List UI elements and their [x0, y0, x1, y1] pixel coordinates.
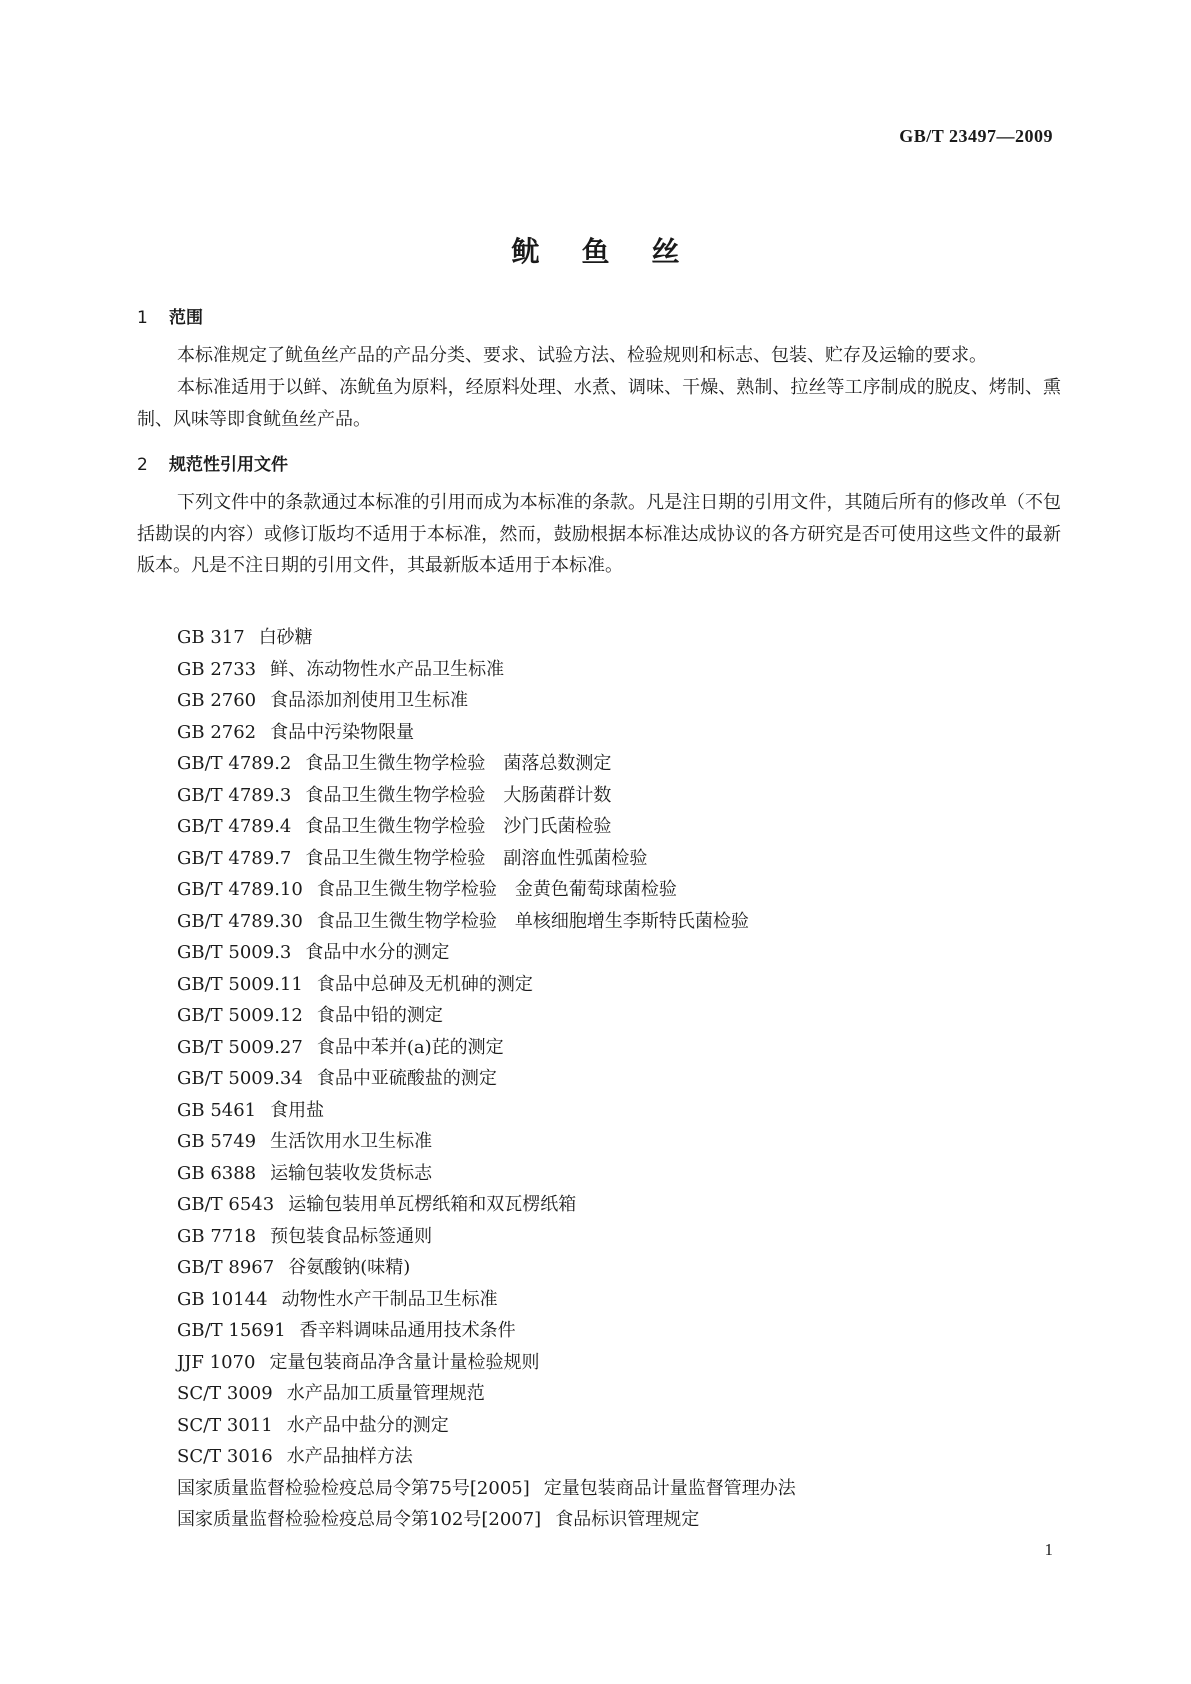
- reference-code: SC/T 3009: [177, 1383, 273, 1404]
- section-2-heading: [137, 450, 288, 475]
- reference-item: [177, 1347, 796, 1379]
- document-title: 鱿鱼丝: [511, 235, 722, 268]
- reference-item: [177, 1284, 796, 1316]
- reference-title: 谷氨酸钠(味精): [288, 1257, 411, 1278]
- reference-title: 水产品抽样方法: [286, 1446, 413, 1467]
- reference-code: GB/T 4789.2: [177, 753, 292, 774]
- section-1-paragraph-2: 本标准适用于以鲜、冻鱿鱼为原料，经原料处理、水煮、调味、干燥、熟制、拉丝等工序制成的脱皮、烤制、熏制、风味等即食鱿鱼丝产品。: [137, 377, 1061, 430]
- reference-item: [177, 1095, 796, 1127]
- reference-title: 动物性水产干制品卫生标准: [281, 1288, 498, 1310]
- reference-code: GB 2760: [177, 690, 257, 711]
- reference-code: GB 2733: [177, 658, 257, 680]
- reference-title: 生活饮用水卫生标准: [270, 1131, 433, 1152]
- reference-item: [177, 748, 796, 780]
- reference-title: 水产品加工质量管理规范: [286, 1383, 485, 1404]
- reference-item: [177, 1315, 796, 1347]
- section-2-paragraph-1: 下列文件中的条款通过本标准的引用而成为本标准的条款。凡是注日期的引用文件，其随后所有的修改单（不包括勘误的内容）或修订版均不适用于本标准，然而，鼓励根据本标准达成协议的各方研究是否可使用这些文件的最新版本。凡是不注日期的引用文件，其最新版本适用于本标准。: [137, 492, 1061, 576]
- reference-item: [177, 937, 796, 969]
- reference-item: [177, 654, 796, 686]
- reference-title: 预包装食品标签通则: [270, 1225, 433, 1247]
- reference-code: GB/T 5009.3: [177, 942, 292, 963]
- reference-code: GB/T 5009.34: [177, 1068, 303, 1089]
- reference-item: [177, 1473, 796, 1505]
- reference-title: 食品卫生微生物学检验 单核细胞增生李斯特氏菌检验: [316, 910, 749, 932]
- reference-item: [177, 780, 796, 812]
- reference-title: 食品中苯并(a)芘的测定: [316, 1036, 504, 1058]
- reference-code: GB/T 4789.30: [177, 910, 303, 932]
- reference-title: 运输包装收发货标志: [270, 1162, 433, 1184]
- reference-code: GB 6388: [177, 1162, 257, 1184]
- reference-code: JJF 1070: [177, 1351, 256, 1373]
- reference-title: 食品卫生微生物学检验 菌落总数测定: [305, 753, 612, 774]
- reference-item: [177, 1441, 796, 1473]
- reference-item: [177, 1410, 796, 1442]
- reference-item: [177, 874, 796, 906]
- reference-code: 国家质量监督检验检疫总局令第102号[2007]: [177, 1509, 542, 1530]
- reference-item: [177, 906, 796, 938]
- reference-code: GB/T 5009.12: [177, 1005, 303, 1026]
- section-title: 范围: [169, 308, 203, 328]
- reference-title: 食品中铅的测定: [316, 1005, 443, 1026]
- reference-title: 食品卫生微生物学检验 沙门氏菌检验: [305, 816, 612, 837]
- reference-title: 食用盐: [270, 1099, 325, 1121]
- section-title: 规范性引用文件: [169, 455, 288, 475]
- reference-title: 食品卫生微生物学检验 副溶血性弧菌检验: [305, 847, 648, 869]
- reference-title: 食品卫生微生物学检验 大肠菌群计数: [305, 784, 612, 806]
- reference-list: [177, 622, 796, 1536]
- reference-item: [177, 622, 796, 654]
- reference-code: GB 317: [177, 627, 245, 648]
- reference-title: 食品中污染物限量: [270, 721, 415, 743]
- reference-item: [177, 1189, 796, 1221]
- reference-code: GB/T 15691: [177, 1320, 286, 1341]
- section-1-paragraph-1: 本标准规定了鱿鱼丝产品的产品分类、要求、试验方法、检验规则和标志、包装、贮存及运输的要求。: [177, 345, 987, 366]
- reference-code: 国家质量监督检验检疫总局令第75号[2005]: [177, 1477, 530, 1499]
- reference-code: GB/T 4789.4: [177, 816, 292, 837]
- reference-item: [177, 1032, 796, 1064]
- reference-title: 食品添加剂使用卫生标准: [270, 690, 469, 711]
- reference-code: GB/T 4789.10: [177, 879, 303, 900]
- reference-code: GB 10144: [177, 1288, 268, 1310]
- section-1-heading: [137, 303, 203, 328]
- reference-title: 水产品中盐分的测定: [286, 1414, 449, 1436]
- reference-item: [177, 1063, 796, 1095]
- reference-title: 食品卫生微生物学检验 金黄色葡萄球菌检验: [316, 879, 677, 900]
- reference-code: GB/T 8967: [177, 1257, 275, 1278]
- section-number: 2: [137, 455, 148, 475]
- standard-number: GB/T 23497—2009: [899, 126, 1053, 146]
- reference-code: SC/T 3011: [177, 1414, 273, 1436]
- reference-title: 香辛料调味品通用技术条件: [299, 1320, 516, 1341]
- reference-title: 鲜、冻动物性水产品卫生标准: [270, 658, 505, 680]
- reference-code: GB/T 6543: [177, 1194, 275, 1215]
- reference-item: [177, 1158, 796, 1190]
- reference-title: 食品中亚硫酸盐的测定: [316, 1068, 497, 1089]
- reference-title: 运输包装用单瓦楞纸箱和双瓦楞纸箱: [288, 1194, 577, 1215]
- reference-item: [177, 685, 796, 717]
- page-number: 1: [1044, 1540, 1053, 1559]
- reference-code: SC/T 3016: [177, 1446, 273, 1467]
- reference-item: [177, 717, 796, 749]
- reference-code: GB 5461: [177, 1099, 257, 1121]
- reference-code: GB 7718: [177, 1225, 257, 1247]
- reference-item: [177, 1221, 796, 1253]
- reference-item: [177, 1000, 796, 1032]
- reference-item: [177, 1126, 796, 1158]
- reference-code: GB/T 4789.3: [177, 784, 292, 806]
- reference-title: 定量包装商品计量监督管理办法: [543, 1477, 796, 1499]
- section-number: 1: [137, 308, 148, 328]
- reference-title: 定量包装商品净含量计量检验规则: [269, 1351, 540, 1373]
- reference-title: 食品标识管理规定: [555, 1509, 700, 1530]
- reference-item: [177, 969, 796, 1001]
- reference-code: GB 2762: [177, 721, 257, 743]
- reference-title: 食品中水分的测定: [305, 942, 450, 963]
- reference-code: GB 5749: [177, 1131, 257, 1152]
- reference-code: GB/T 4789.7: [177, 847, 292, 869]
- reference-item: [177, 811, 796, 843]
- reference-item: [177, 1252, 796, 1284]
- reference-item: [177, 1378, 796, 1410]
- reference-title: 食品中总砷及无机砷的测定: [316, 973, 533, 995]
- reference-item: [177, 1504, 796, 1536]
- reference-code: GB/T 5009.27: [177, 1036, 303, 1058]
- reference-code: GB/T 5009.11: [177, 973, 303, 995]
- reference-item: [177, 843, 796, 875]
- reference-title: 白砂糖: [258, 627, 313, 648]
